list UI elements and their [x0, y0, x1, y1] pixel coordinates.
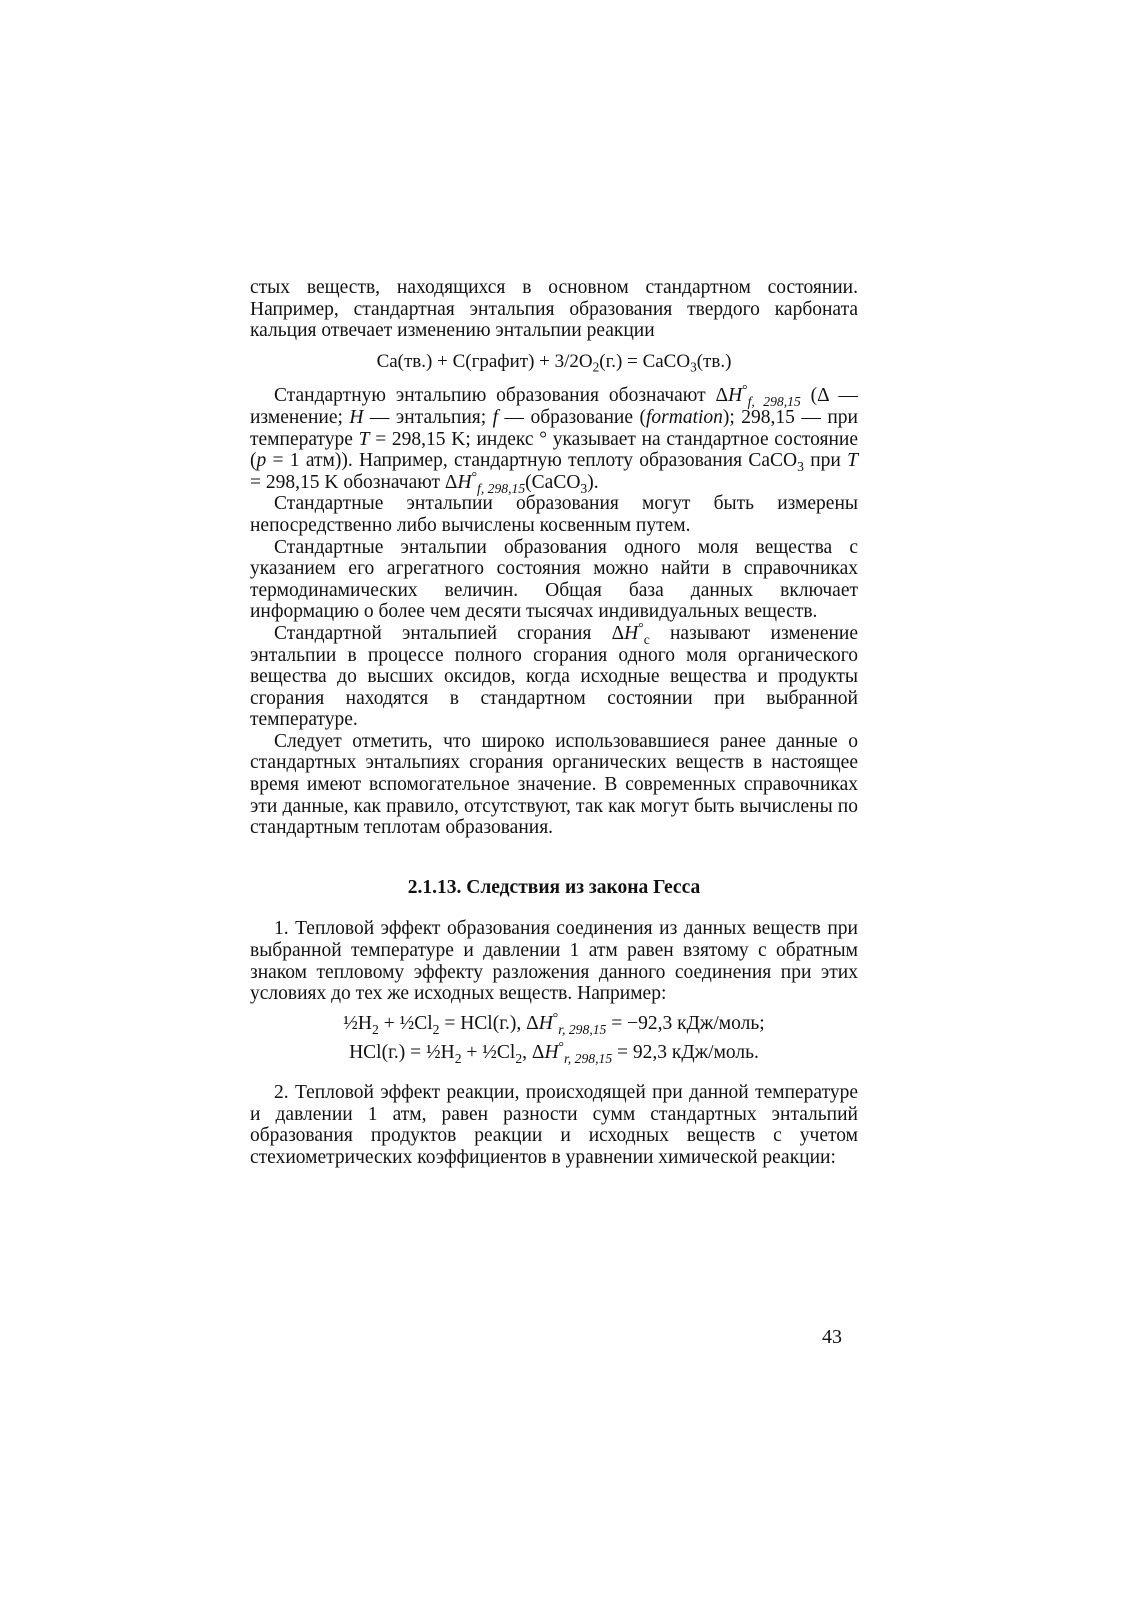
eq2-subscript: r, 298,15: [558, 1021, 607, 1037]
p5-h-symbol: H: [624, 622, 639, 644]
eq1-co3-sub: 3: [690, 359, 697, 375]
eq2-text: = HCl(г.), Δ: [439, 1012, 539, 1034]
p2-text: Стандартную энтальпию образования обозначают Δ: [274, 385, 729, 407]
eq2-h-symbol: H: [538, 1012, 553, 1034]
eq3-text: = 92,3 кДж/моль.: [612, 1042, 759, 1064]
p5-text: называют изменение энтальпии в процессе полного сгорания одного моля органического вещества до высших оксидов, когда исходные вещества и продукты сгорания находятся в стандартном состоянии при выбранной температуре.: [250, 622, 858, 731]
p2-degree: °: [471, 468, 478, 484]
p2-h-symbol: H: [457, 471, 472, 493]
p2-h-symbol: H: [728, 385, 743, 407]
p2-degree: °: [742, 382, 748, 398]
p2-subscript: 3: [797, 458, 804, 474]
eq1-oxygen-sub: 2: [592, 359, 600, 375]
eq2-text: + ½Cl: [378, 1012, 433, 1034]
equation-hcl-formation: [250, 1010, 858, 1037]
p5-degree: °: [638, 620, 644, 636]
eq3-subscript: r, 298,15: [564, 1051, 613, 1067]
eq3-text: , Δ: [522, 1042, 545, 1064]
p2-text: = 298,15 K обозначают Δ: [250, 471, 458, 493]
eq3-degree: °: [558, 1039, 565, 1055]
p5-subscript: c: [643, 631, 650, 647]
eq3-text: + ½Cl: [461, 1042, 516, 1064]
eq1-mid: (г.) = CaCO: [599, 350, 691, 372]
spacer: [250, 1072, 858, 1082]
p2-h-symbol: H: [349, 406, 364, 428]
p2-subscript: f, 298,15: [477, 480, 526, 496]
paragraph-4: Стандартные энтальпии образования одного моля вещества с указанием его агрегатного состояния можно найти в справочниках термодинамических величин. Общая база данных включает информацию о более чем десяти тысячах индивидуальных веществ.: [250, 536, 858, 623]
p5-text: Стандартной энтальпией сгорания Δ: [274, 622, 625, 644]
paragraph-5: [250, 620, 858, 731]
p2-text: (Δ — изменение;: [250, 385, 859, 428]
paragraph-2: [250, 382, 859, 496]
paragraph-8: 2. Тепловой эффект реакции, происходящей при данной температуре и давлении 1 атм, равен разности сумм стандартных энтальпий образования продуктов реакции и исходных веществ с учетом стехиометрических коэффициентов в уравнении химической реакции:: [250, 1082, 858, 1168]
eq2-sub: 2: [432, 1021, 440, 1037]
paragraph-1: стых веществ, находящихся в основном стандартном состоянии. Например, стандартная энтальпия образования твердого карбоната кальция отвечает изменению энтальпии реакции: [250, 277, 858, 342]
p2-p-symbol: p: [256, 450, 267, 472]
page-number: 43: [822, 1326, 842, 1348]
eq1-right: (тв.): [696, 350, 732, 372]
eq2-text: ½H: [343, 1012, 373, 1034]
equation-caco3-formation: [250, 351, 858, 373]
p2-t-symbol: T: [358, 428, 370, 450]
p2-text: ); 298,15 — при температуре: [250, 406, 858, 450]
page-body: [250, 277, 858, 1168]
eq2-text: = −92,3 кДж/моль;: [606, 1012, 765, 1034]
p2-text: ).: [587, 471, 599, 493]
eq1-left: Ca(тв.) + C(графит) +: [376, 350, 555, 372]
p2-text: — образование (: [498, 406, 646, 428]
paragraph-6: Следует отметить, что широко использовавшиеся ранее данные о стандартных энтальпиях сгорания органических веществ в настоящее время имеют вспомогательное значение. В современных справочниках эти данные, как правило, отсутствуют, так как могут быть вычислены по стандартным теплотам образования.: [250, 730, 858, 839]
p2-formation-word: formation: [645, 406, 723, 428]
p2-text: — энтальпия;: [363, 406, 493, 428]
eq1-fraction: 3/2: [554, 350, 579, 372]
eq1-oxygen: O: [578, 350, 593, 372]
eq2-degree: °: [552, 1010, 559, 1025]
eq3-h-symbol: H: [544, 1042, 559, 1064]
p2-f-symbol: f: [492, 406, 499, 428]
paragraph-3: Стандартные энтальпии образования могут быть измерены непосредственно либо вычислены косвенным путем.: [250, 493, 858, 536]
paragraph-7: 1. Тепловой эффект образования соединения из данных веществ при выбранной температуре и давлении 1 атм равен взятому с обратным знаком тепловому эффекту разложения данного соединения при этих условиях до тех же исходных веществ. Например:: [250, 918, 858, 1005]
eq3-sub: 2: [454, 1051, 462, 1067]
p2-t-symbol: T: [847, 450, 859, 472]
p2-subscript: f, 298,15: [747, 394, 801, 410]
p2-text: (CaCO: [525, 471, 581, 493]
eq2-sub: 2: [372, 1021, 379, 1037]
eq3-sub: 2: [515, 1051, 523, 1067]
p2-text: при: [803, 450, 848, 472]
p2-text: = 1 атм)). Например, стандартную теплоту образования CaCO: [266, 450, 798, 472]
section-heading: 2.1.13. Следствия из закона Гесса: [407, 876, 701, 898]
eq3-text: HCl(г.) = ½H: [349, 1042, 455, 1064]
p2-text: = 298,15 K; индекс ° указывает на стандартное состояние (: [250, 428, 858, 472]
equation-hcl-decomposition: [250, 1039, 858, 1067]
p2-subscript: 3: [580, 480, 588, 496]
